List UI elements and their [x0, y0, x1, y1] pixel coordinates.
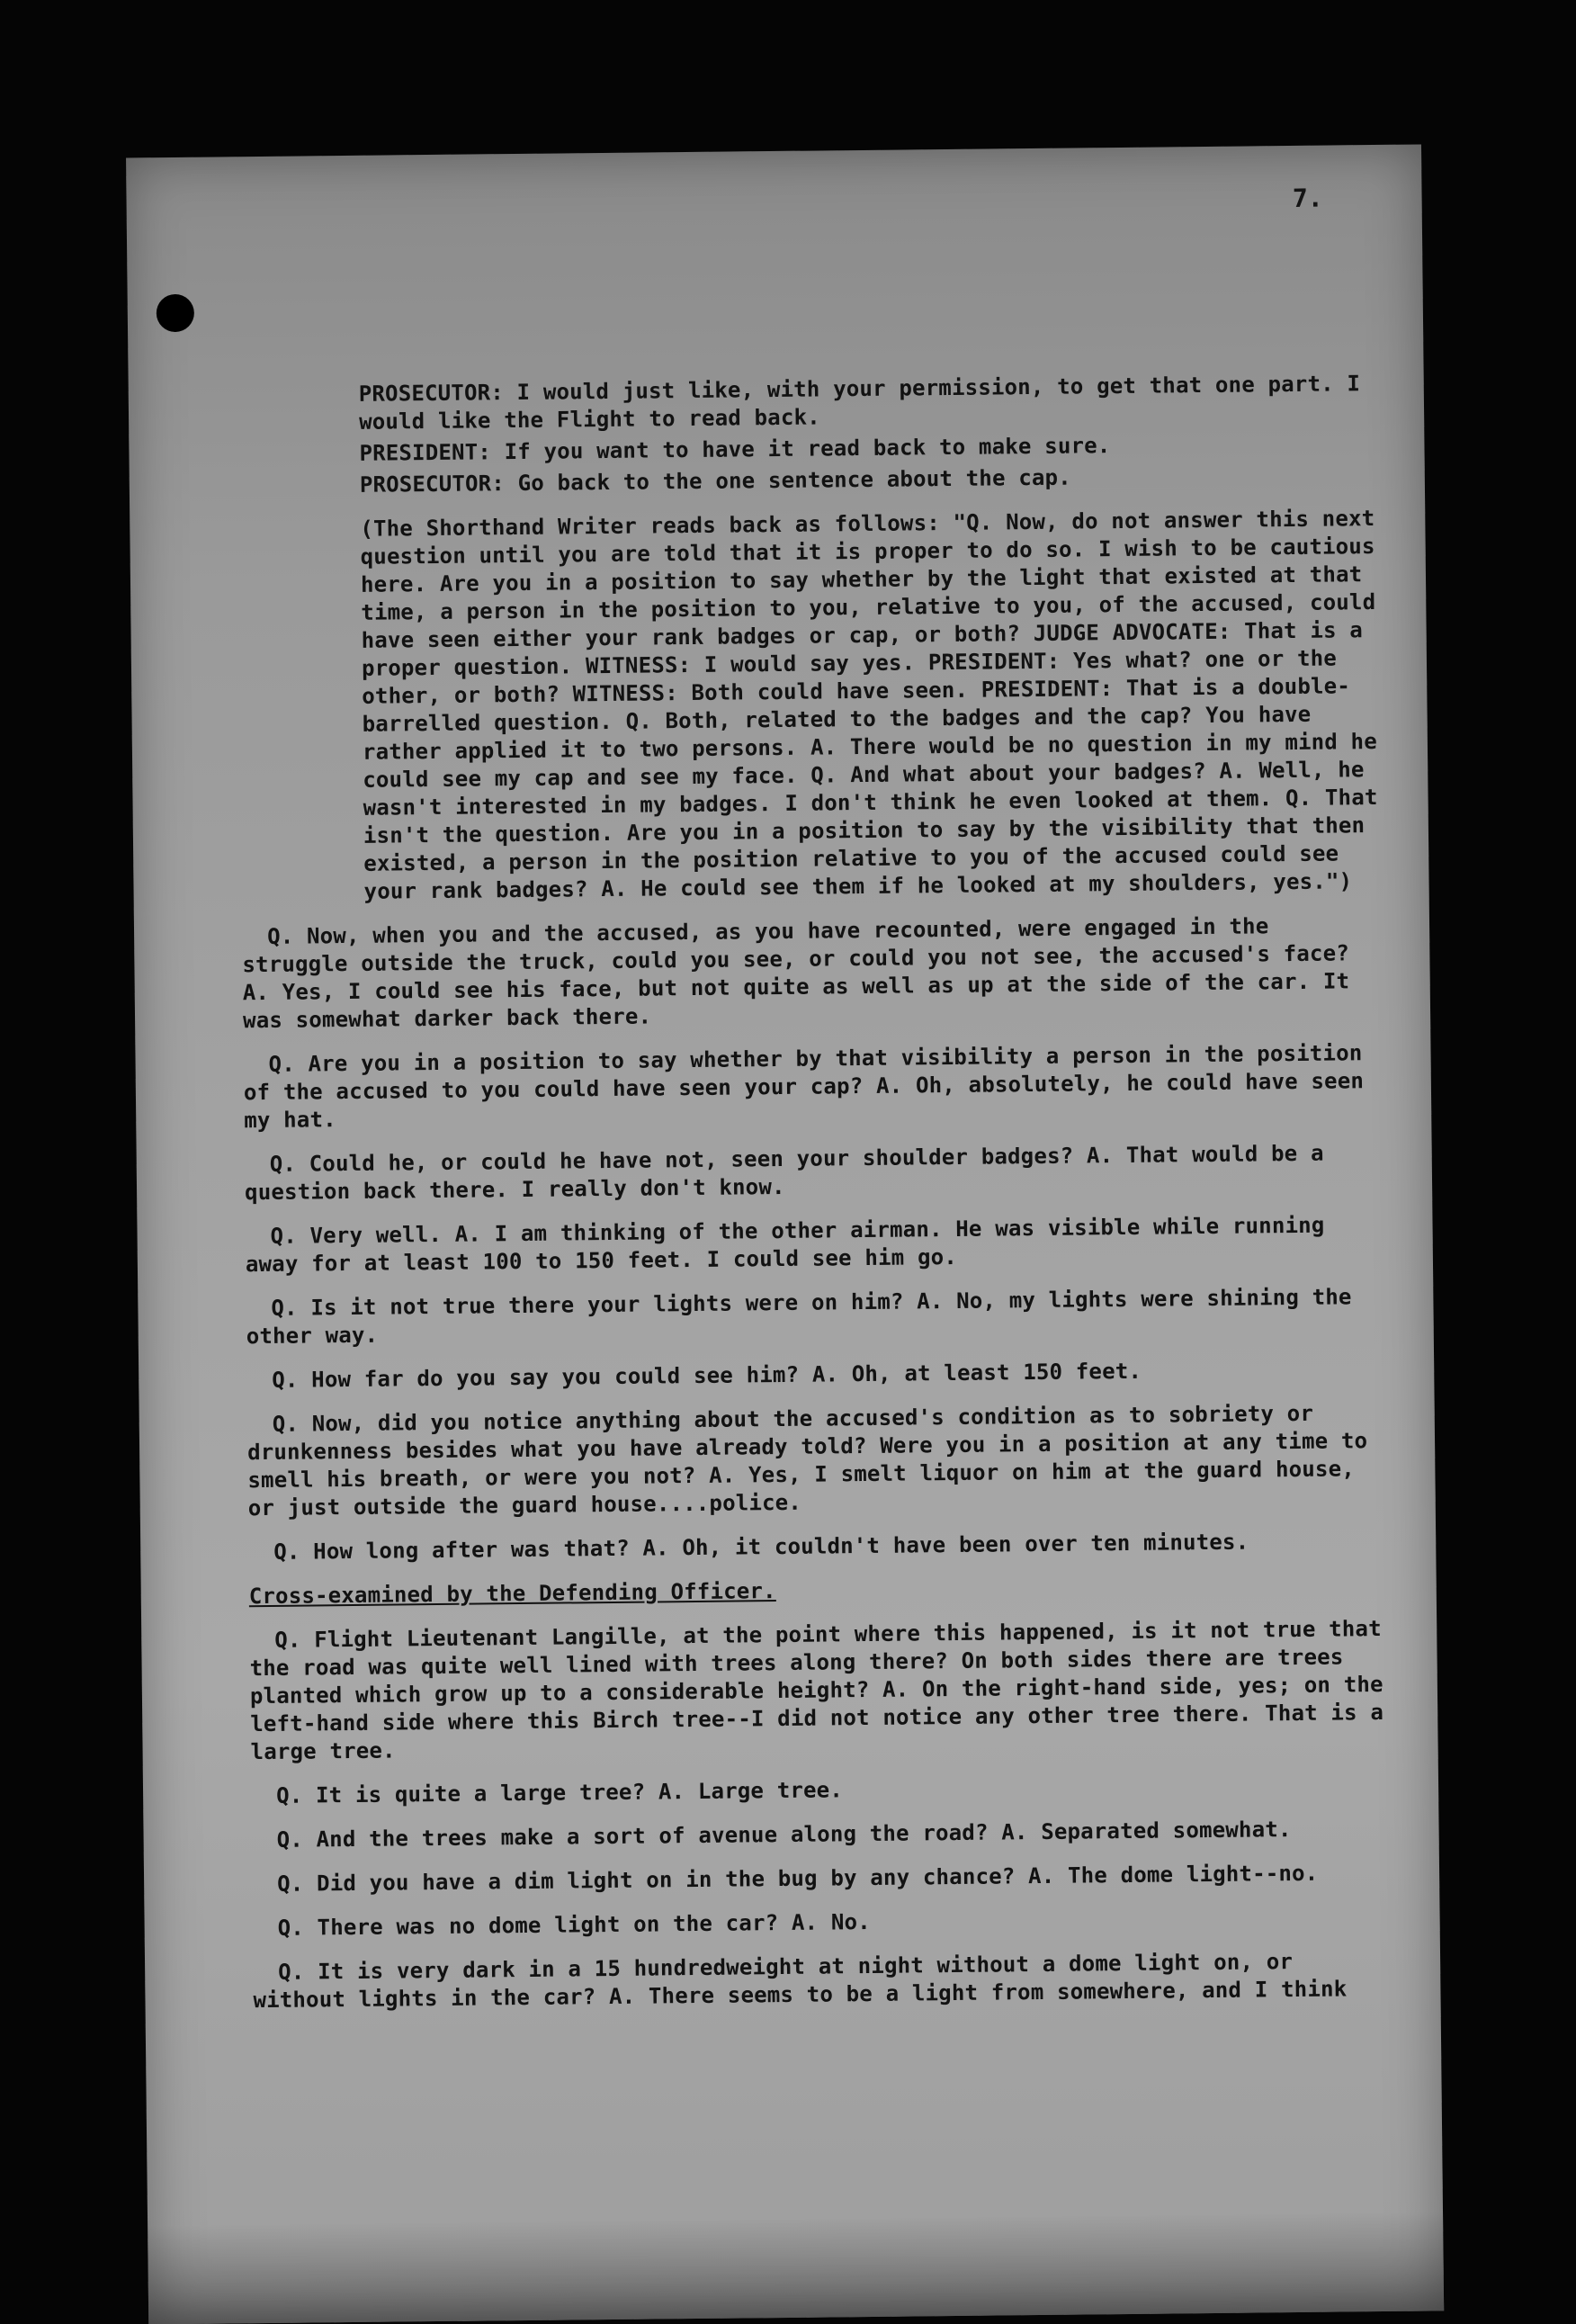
paragraph-qa: Q. There was no dome light on the car? A. No. [277, 1908, 871, 1941]
paragraph-prosecutor-request: PROSECUTOR: I would just like, with your permission, to get that one part. I would like the Flight to read back. [358, 371, 1361, 435]
paragraph-qa: Q. Are you in a position to say whether by that visibility a person in the position of the accused to you could have seen your cap? A. Oh, absolutely, he could have seen my hat. [243, 1040, 1365, 1134]
paragraph-president-reply: PRESIDENT: If you want to have it read back to make sure. [359, 433, 1111, 466]
paragraph-qa: Q. Very well. A. I am thinking of the other airman. He was visible while running away for at least 100 to 150 feet. I could see him go. [245, 1212, 1325, 1278]
paragraph-qa: Q. Now, when you and the accused, as you have recounted, were engaged in the struggle outside the truck, could you see, or could you not see, the accused's face? A. Yes, I could see his face, but not quite as well as up at the side of the car. It was somewhat darker back there. [242, 913, 1350, 1034]
page-shadow [148, 2212, 1444, 2324]
document-page [126, 144, 1444, 2324]
paragraph-qa: Q. How long after was that? A. Oh, it couldn't have been over ten minutes. [273, 1529, 1249, 1565]
paragraph-qa: Q. And the trees make a sort of avenue along the road? A. Separated somewhat. [276, 1817, 1292, 1853]
paragraph-qa: Q. How far do you say you could see him? A. Oh, at least 150 feet. [272, 1358, 1142, 1393]
paragraph-qa: Q. Now, did you notice anything about the accused's condition as to sobriety or drunkenness besides what you have already told? Were you in a position at any time to smell his breath, or were you not? A. Yes, I smelt liquor on him at the guard house, or just outside the guard house....police. [246, 1400, 1368, 1521]
paragraph-readback: (The Shorthand Writer reads back as follows: "Q. Now, do not answer this next question until you are told that it is proper to do so. I wish to be cautious here. Are you in a position to say whether by the light that existed at that time, a person in the position to you, relative to you, of the accused, could have seen either your rank badges or cap, or both? JUDGE ADVOCATE: That is a proper question. WITNESS: I would say yes. PRESIDENT: Yes what? one or the other, or both? WITNESS: Both could have seen. PRESIDENT: That is a double-barrelled question. Q. Both, related to the badges and the cap? You have rather applied it to two persons. A. There would be no question in my mind he could see my cap and see my face. Q. And what about your badges? A. Well, he wasn't interested in my badges. I don't think he even looked at them. Q. That isn't the question. Are you in a position to say by the visibility that then existed, a person in the position relative to you of the accused could see your rank badges? A. He could see them if he looked at my shoulders, yes.") [360, 506, 1378, 904]
paragraph-qa: Q. Is it not true there your lights were on him? A. No, my lights were shining the other way. [246, 1284, 1352, 1350]
paragraph-prosecutor-cap: PROSECUTOR: Go back to the one sentence about the cap. [359, 464, 1072, 498]
paragraph-qa: Q. It is very dark in a 15 hundredweight at night without a dome light on, or without lights in the car? A. There seems to be a light from somewhere, and I think [253, 1949, 1348, 2014]
punch-hole [157, 294, 194, 332]
page-number: 7. [1292, 183, 1323, 213]
transcript-body [237, 370, 1396, 2031]
paragraph-qa: Q. It is quite a large tree? A. Large tree. [275, 1777, 844, 1808]
paragraph-qa: Q. Did you have a dim light on in the bug by any chance? A. The dome light--no. [276, 1860, 1319, 1897]
section-heading: Cross-examined by the Defending Officer. [248, 1578, 776, 1610]
paragraph-qa: Q. Could he, or could he have not, seen your shoulder badges? A. That would be a question back there. I really don't know. [244, 1140, 1324, 1206]
paragraph-qa: Q. Flight Lieutenant Langille, at the point where this happened, is it not true that the road was quite well lined with trees along there? On both sides there are trees planted which grow up to a considerable height? A. On the right-hand side, yes; on the left-hand side where this Birch tree--I did not notice any other tree there. That is a large tree. [249, 1616, 1384, 1765]
